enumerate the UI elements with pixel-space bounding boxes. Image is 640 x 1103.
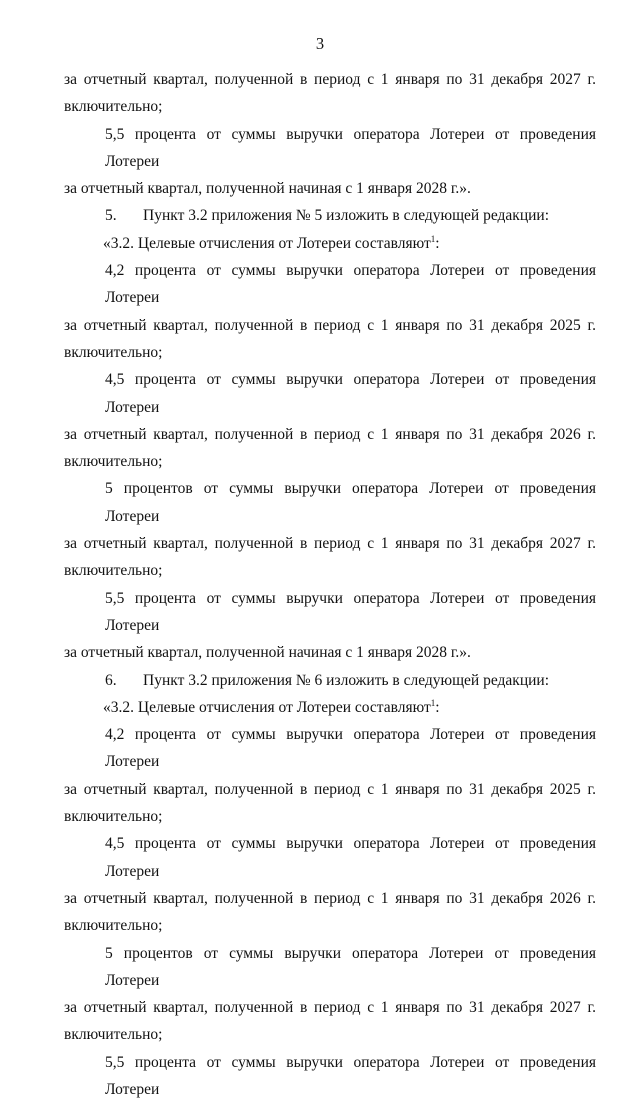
text-line: 5,5 процента от суммы выручки оператора Лотереи от проведения Лотереи [105,125,596,170]
text-line: включительно; [64,1026,163,1044]
paragraph [64,121,596,203]
numbered-item-6 [64,667,596,694]
text-line: включительно; [64,343,163,361]
quote-text: «3.2. Целевые отчисления от Лотереи составляют [103,698,431,716]
paragraph [64,1049,596,1103]
text-line: 4,5 процента от суммы выручки оператора Лотереи от проведения Лотереи [105,835,596,880]
quote-heading [64,694,596,721]
page-number: 3 [315,34,325,53]
paragraph [64,585,596,667]
footnote-marker: 1 [430,233,436,244]
text-line: за отчетный квартал, полученной в период с 1 января по 31 декабря 2027 г. [64,535,596,553]
item-number: 6. [105,671,117,689]
text-line: за отчетный квартал, полученной в период с 1 января по 31 декабря 2027 г. [64,999,596,1017]
numbered-item-5 [64,202,596,229]
paragraph [64,721,596,830]
text-line: за отчетный квартал, полученной в период с 1 января по 31 декабря 2026 г. [64,889,596,907]
text-line: за отчетный квартал, полученной в период с 1 января по 31 декабря 2026 г. [64,425,596,443]
text-line: включительно; [64,453,163,471]
text-line: 4,2 процента от суммы выручки оператора Лотереи от проведения Лотереи [105,726,596,771]
text-line: за отчетный квартал, полученной в период с 1 января по 31 декабря 2025 г. [64,316,596,334]
item-text: Пункт 3.2 приложения № 6 изложить в следующей редакции: [143,671,550,689]
text-line: включительно; [64,98,163,116]
quote-heading [64,230,596,257]
paragraph [64,366,596,475]
text-line: 5 процентов от суммы выручки оператора Лотереи от проведения Лотереи [105,480,596,525]
item-text: Пункт 3.2 приложения № 5 изложить в следующей редакции: [143,207,550,225]
quote-colon: : [435,234,440,252]
paragraph [64,940,596,1049]
text-line: за отчетный квартал, полученной в период с 1 января по 31 декабря 2027 г. [64,71,596,88]
footnote-marker: 1 [430,697,436,708]
paragraph [64,830,596,939]
quote-colon: : [435,698,440,716]
text-line: за отчетный квартал, полученной начиная с 1 января 2028 г.». [64,644,471,662]
text-line: включительно; [64,917,163,935]
text-line: включительно; [64,808,163,826]
quote-text: «3.2. Целевые отчисления от Лотереи составляют [103,234,431,252]
text-line: 5,5 процента от суммы выручки оператора Лотереи от проведения Лотереи [105,1053,596,1098]
text-line: 4,5 процента от суммы выручки оператора Лотереи от проведения Лотереи [105,371,596,416]
text-line: 5,5 процента от суммы выручки оператора Лотереи от проведения Лотереи [105,589,596,634]
paragraph [64,475,596,584]
text-line: 4,2 процента от суммы выручки оператора Лотереи от проведения Лотереи [105,262,596,307]
text-line: за отчетный квартал, полученной в период с 1 января по 31 декабря 2025 г. [64,780,596,798]
text-line: включительно; [64,562,163,580]
item-number: 5. [105,207,117,225]
paragraph-continuation [64,66,596,121]
text-line: за отчетный квартал, полученной начиная с 1 января 2028 г.». [64,180,471,198]
text-line: 5 процентов от суммы выручки оператора Лотереи от проведения Лотереи [105,944,596,989]
paragraph [64,257,596,366]
document-body [64,66,596,1103]
